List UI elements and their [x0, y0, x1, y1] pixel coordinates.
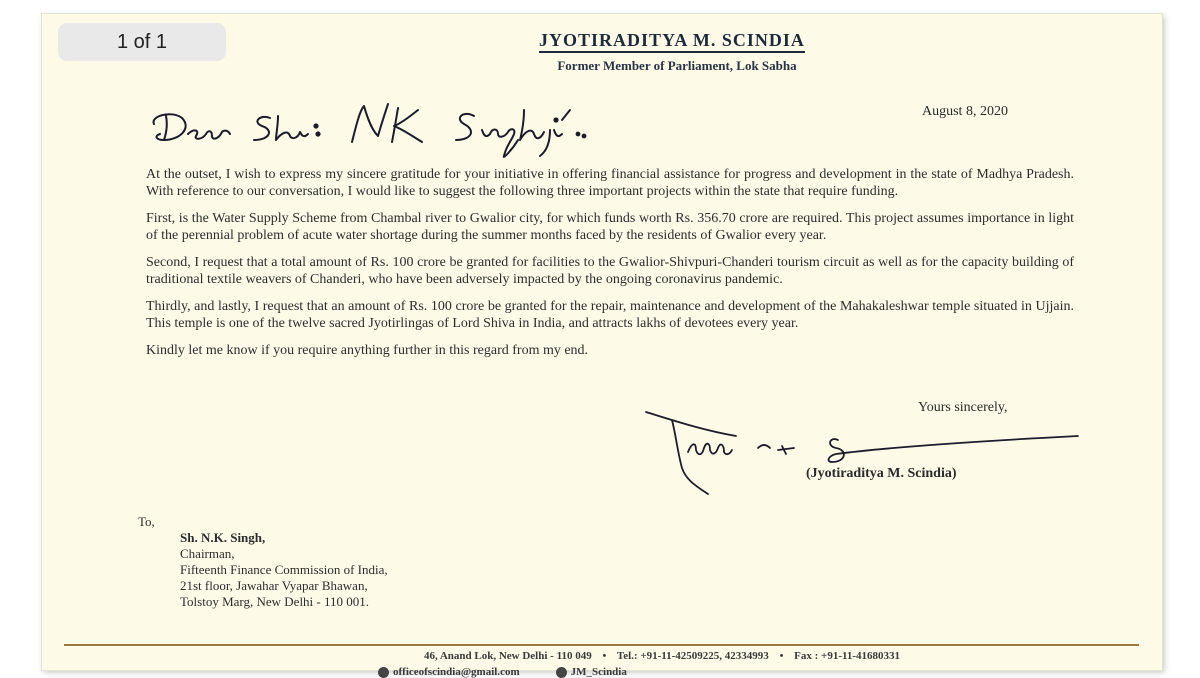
recipient-to: To,	[138, 514, 155, 529]
signatory-name: (Jyotiraditya M. Scindia)	[806, 466, 957, 481]
email-icon	[378, 667, 389, 678]
letter-date: August 8, 2020	[922, 104, 1008, 119]
recipient-line: Fifteenth Finance Commission of India,	[180, 562, 388, 577]
footer-tel: Tel.: +91-11-42509225, 42334993	[616, 650, 769, 662]
recipient-name: Sh. N.K. Singh,	[180, 530, 266, 545]
recipient-line: 21st floor, Jawahar Vyapar Bhawan,	[180, 578, 368, 593]
footer-email: officeofscindia@gmail.com	[393, 666, 520, 678]
footer-contact	[42, 650, 1162, 662]
letter-page	[42, 14, 1162, 678]
footer-social: JM_Scindia	[570, 666, 627, 678]
letterhead-subtitle: Former Member of Parliament, Lok Sabha	[557, 58, 797, 73]
body-paragraph: Second, I request that a total amount of Rs. 100 crore be granted for facilities to the Gwalior-Shivpuri-Chanderi tourism circuit as well as for the capacity building of traditional textile weavers of Chanderi, who have been adversely impacted by the ongoing coronavirus pandemic.	[146, 255, 1074, 287]
letterhead-name-text: JYOTIRADITYA M. SCINDIA	[539, 30, 805, 53]
letter-closing: Yours sincerely,	[918, 400, 1008, 415]
twitter-icon	[556, 667, 567, 678]
recipient-line: Chairman,	[180, 546, 235, 561]
recipient-line: Tolstoy Marg, New Delhi - 110 001.	[180, 594, 370, 609]
footer-fax: Fax : +91-11-41680331	[794, 650, 901, 662]
footer-bullet: •	[779, 650, 784, 662]
footer-online	[378, 666, 627, 678]
body-paragraph: At the outset, I wish to express my sincere gratitude for your initiative in offering financial assistance for progress and development in the state of Madhya Pradesh. With reference to our conversation, I would like to suggest the following three important projects within the state that require funding.	[146, 167, 1074, 199]
handwritten-signature	[642, 406, 1102, 502]
handwritten-salutation	[142, 96, 702, 160]
body-paragraph: Thirdly, and lastly, I request that an amount of Rs. 100 crore be granted for the repair, maintenance and development of the Mahakaleshwar temple situated in Ujjain. This temple is one of the twelve sacred Jyotirlingas of Lord Shiva in India, and attracts lakhs of devotees every year.	[146, 299, 1074, 331]
body-paragraph: First, is the Water Supply Scheme from Chambal river to Gwalior city, for which funds worth Rs. 356.70 crore are required. This project assumes importance in light of the perennial problem of acute water shortage during the summer months faced by the residents of Gwalior every year.	[146, 211, 1074, 243]
footer-bullet: •	[602, 650, 607, 662]
page-indicator: 1 of 1	[58, 23, 226, 61]
footer-address: 46, Anand Lok, New Delhi - 110 049	[423, 650, 592, 662]
body-paragraph: Kindly let me know if you require anything further in this regard from my end.	[146, 343, 589, 358]
letter-body	[146, 167, 1074, 371]
recipient-address	[138, 514, 388, 610]
footer-divider	[64, 644, 1139, 646]
